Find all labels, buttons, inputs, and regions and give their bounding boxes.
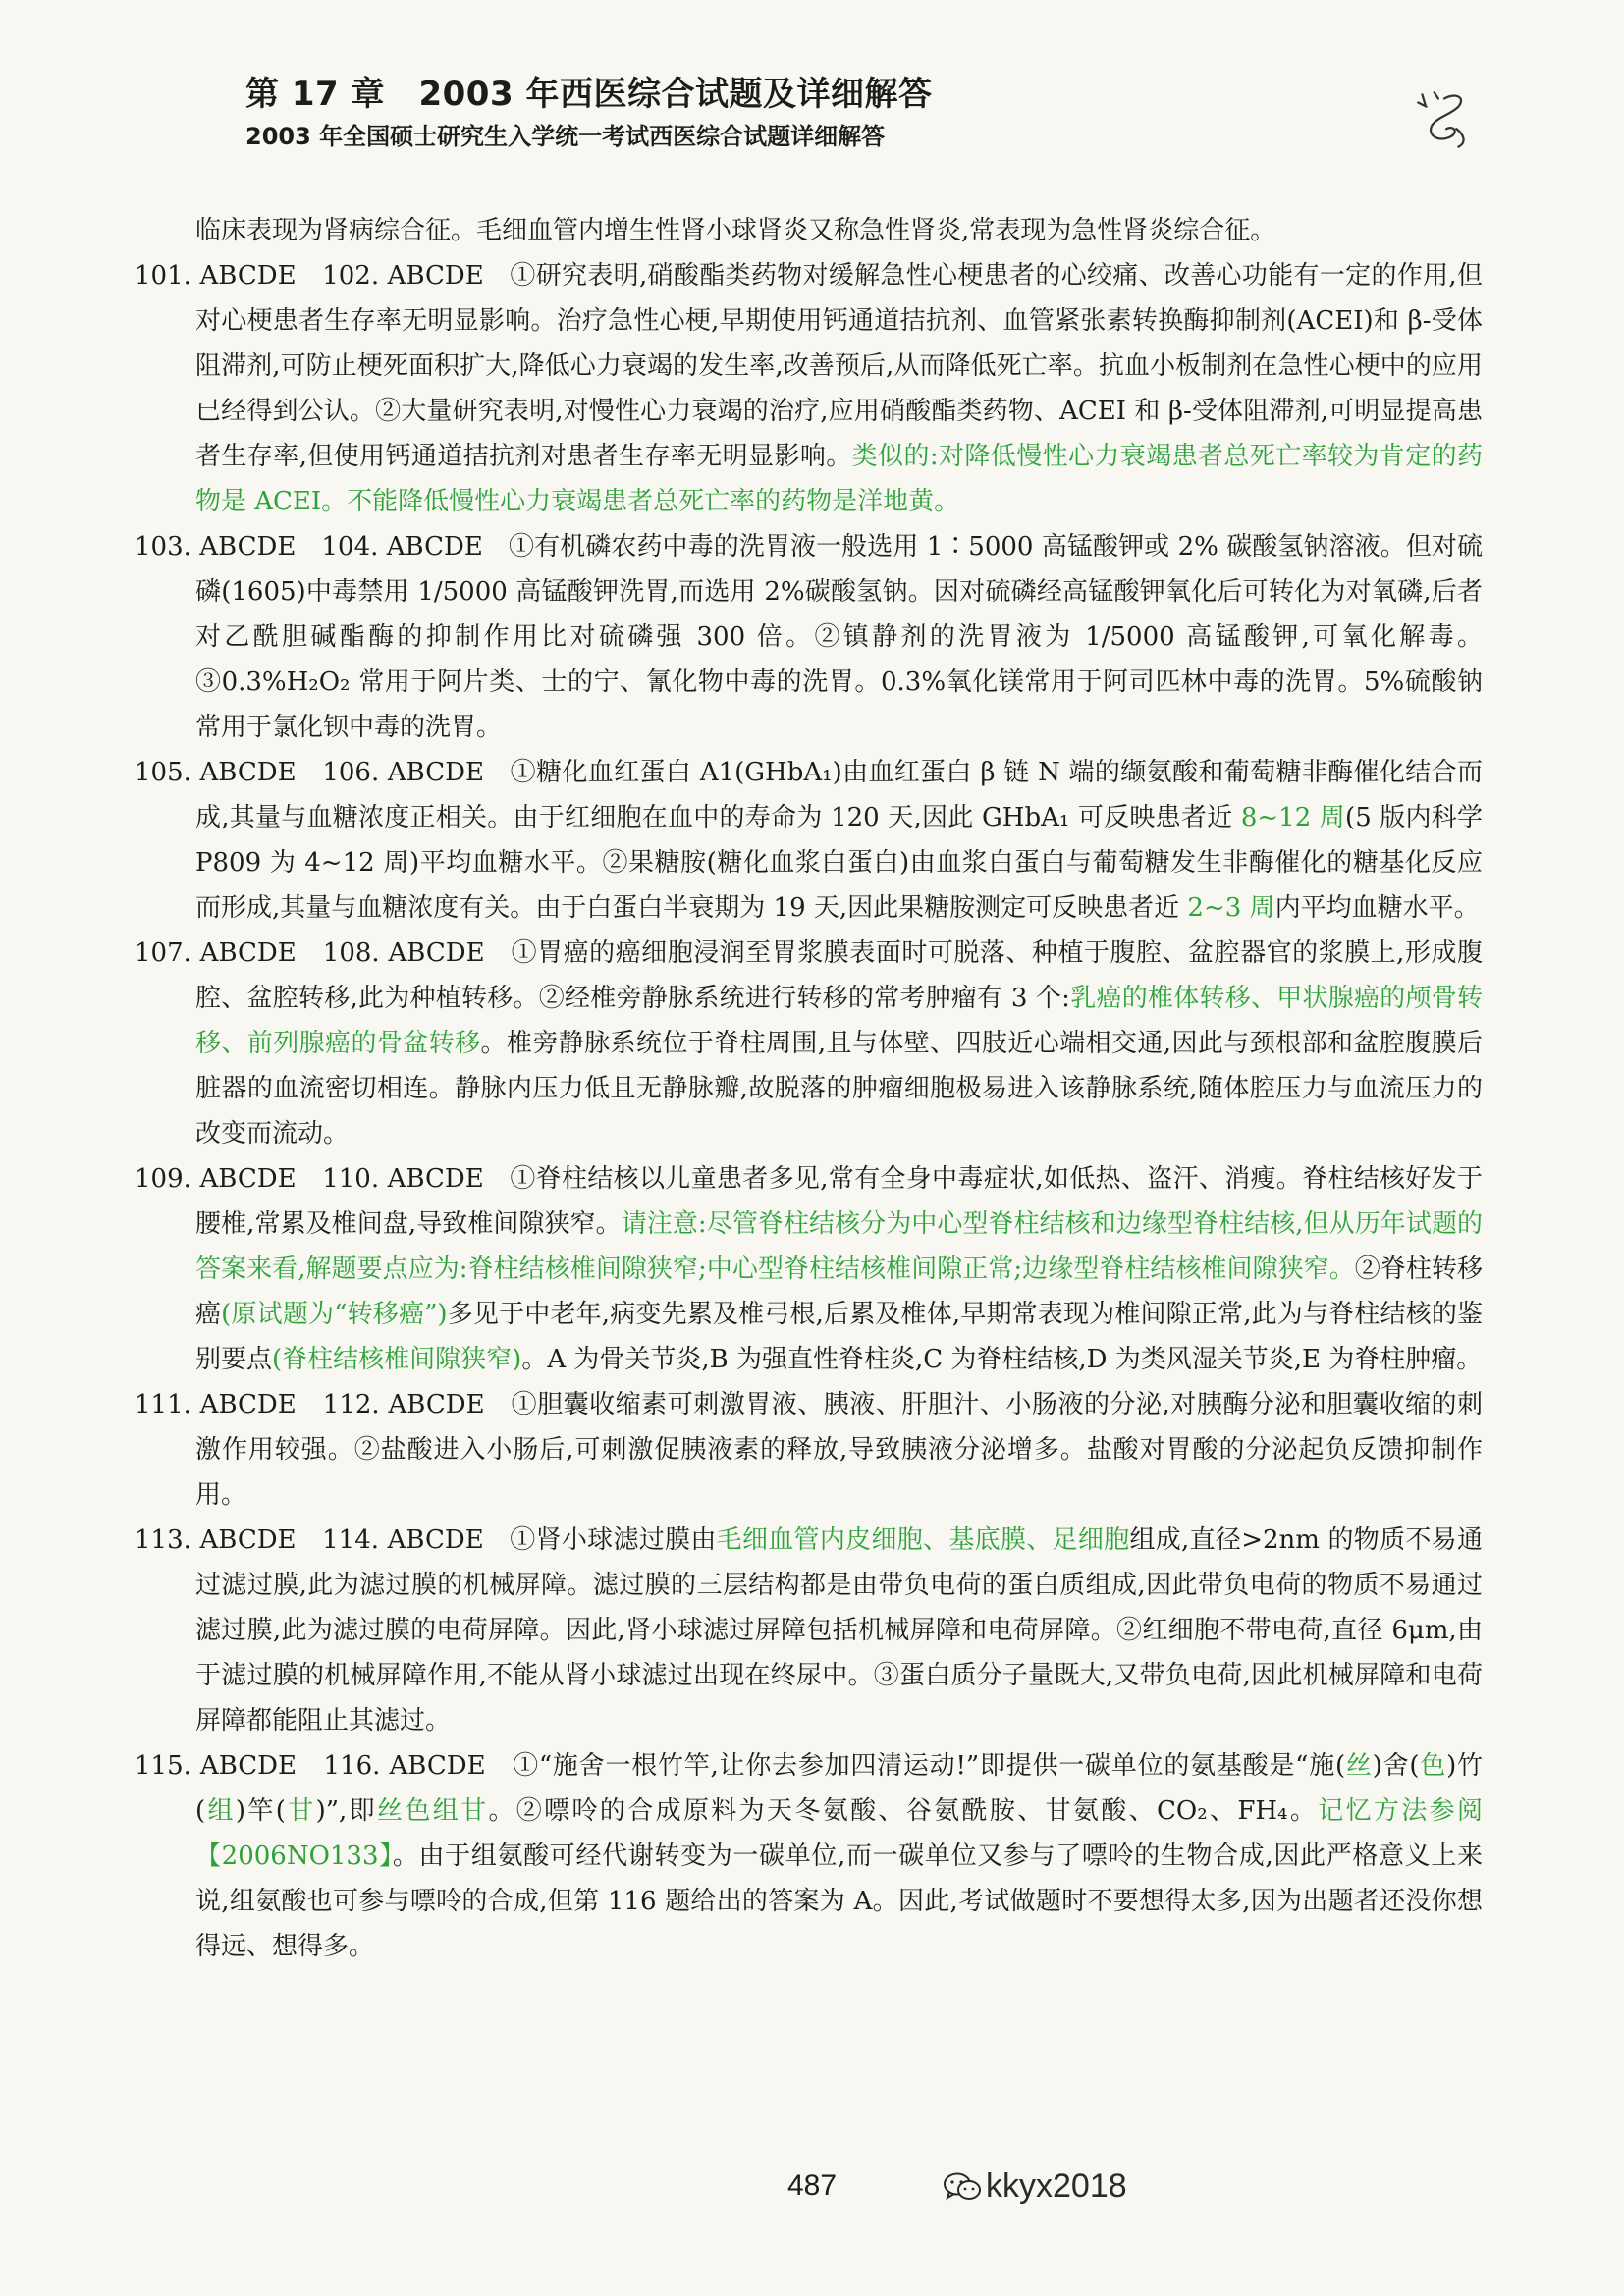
paragraph-text: 多见于中老年,病变先累及椎弓根,后累及椎体,早期常表现为椎间隙正常,此为与脊柱结核的鉴别要点 [195,1300,1483,1374]
paragraph-text: 113. ABCDE 114. ABCDE ①肾小球滤过膜由 [135,1525,717,1555]
watermark-text: kkyx2018 [986,2167,1127,2205]
section-subtitle: 2003 年全国硕士研究生入学统一考试西医综合试题详细解答 [245,123,886,150]
paragraph-text: 。A 为骨关节炎,B 为强直性脊柱炎,C 为脊柱结核,D 为类风湿关节炎,E 为脊柱肿瘤。 [521,1345,1483,1374]
highlighted-note: 记忆方法参阅【2006NO133】 [195,1796,1483,1871]
paragraph-text: 。由于组氨酸可经代谢转变为一碳单位,而一碳单位又参与了嘌呤的生物合成,因此严格意义上来说,组氨酸也可参与嘌呤的合成,但第 116 题给出的答案为 A。因此,考试做题时不要想得太多,因为出题者还没你想得远、想得多。 [195,1842,1483,1961]
highlighted-note: 乳癌的椎体转移、甲状腺癌的颅骨转移、前列腺癌的骨盆转移 [195,984,1483,1058]
paragraph-text: 。椎旁静脉系统位于脊柱周围,且与体壁、四肢近心端相交通,因此与颈根部和盆腔腹膜后脏器的血流密切相连。静脉内压力低且无静脉瓣,故脱落的肿瘤细胞极易进入该静脉系统,随体腔压力与血流压力的改变而流动。 [195,1029,1483,1148]
paragraph-text: ②脊柱转移癌 [195,1255,1483,1329]
answer-paragraph [135,1518,1483,1743]
paragraph-text: 107. ABCDE 108. ABCDE ①胃癌的癌细胞浸润至胃浆膜表面时可脱落、种植于腹腔、盆腔器官的浆膜上,形成腹腔、盆腔转移,此为种植转移。②经椎旁静脉系统进行转移的常考肿瘤有 3 个: [135,938,1483,1013]
chapter-title: 第 17 章 2003 年西医综合试题及详细解答 [245,75,933,114]
highlighted-note: (原试题为“转移癌”) [221,1300,448,1329]
highlighted-note: 8~12 周 [1240,803,1346,832]
highlighted-note: 甘 [285,1796,316,1826]
paragraph-text: 115. ABCDE 116. ABCDE ①“施舍一根竹竿,让你去参加四清运动!”即提供一碳单位的氨基酸是“施( [135,1751,1346,1781]
highlighted-note: 丝色组甘 [377,1796,489,1826]
answer-paragraph [135,931,1483,1156]
highlighted-note: 丝 [1345,1751,1373,1781]
continued-paragraph [135,208,1483,253]
highlighted-note: 毛细血管内皮细胞、基底膜、足细胞 [716,1525,1130,1555]
highlighted-note: 2~3 周 [1187,893,1275,923]
highlighted-note: 组 [205,1796,236,1826]
paragraph-text: 内平均血糖水平。 [1274,893,1480,923]
answer-paragraph [135,750,1483,931]
highlighted-note: 请注意:尽管脊柱结核分为中心型脊柱结核和边缘型脊柱结核,但从历年试题的答案来看,解题要点应为:脊柱结核椎间隙狭窄;中心型脊柱结核椎间隙正常;边缘型脊柱结核椎间隙狭窄。 [195,1209,1484,1284]
paragraph-text: (5 版内科学 P809 为 4~12 周)平均血糖水平。②果糖胺(糖化血浆白蛋白)由血浆白蛋白与葡萄糖发生非酶催化的糖基化反应而形成,其量与血糖浓度有关。由于白蛋白半衰期为 19 天,因此果糖胺测定可反映患者近 [195,803,1484,923]
paragraph-text: 109. ABCDE 110. ABCDE ①脊柱结核以儿童患者多见,常有全身中毒症状,如低热、盗汗、消瘦。脊柱结核好发于腰椎,常累及椎间盘,导致椎间隙狭窄。 [135,1164,1483,1239]
answer-paragraph [135,1743,1483,1969]
paragraph-text: )竹( [195,1751,1483,1826]
handwritten-doodle-icon [1404,80,1485,161]
answer-paragraph [135,253,1483,524]
paragraph-text: 111. ABCDE 112. ABCDE ①胆囊收缩素可刺激胃液、胰液、肝胆汁、小肠液的分泌,对胰酶分泌和胆囊收缩的刺激作用较强。②盐酸进入小肠后,可刺激促胰液素的释放,导致胰液分泌增多。盐酸对胃酸的分泌起负反馈抑制作用。 [135,1390,1483,1510]
paragraph-text: )竿( [235,1796,286,1826]
answer-paragraph [135,1156,1483,1382]
paragraph-text: 103. ABCDE 104. ABCDE ①有机磷农药中毒的洗胃液一般选用 1∶5000 高锰酸钾或 2% 碳酸氢钠溶液。但对硫磷(1605)中毒禁用 1/5000 高锰酸钾洗胃,而选用 2%碳酸氢钠。因对硫磷经高锰酸钾氧化后可转化为对氧磷,后者对乙酰胆碱酯酶的抑制作用比对硫磷强 300 倍。②镇静剂的洗胃液为 1/5000 高锰酸钾,可氧化解毒。③0.3%H₂O₂ 常用于阿片类、士的宁、氰化物中毒的洗胃。0.3%氧化镁常用于阿司匹林中毒的洗胃。5%硫酸钠常用于氯化钡中毒的洗胃。 [135,532,1483,742]
paragraph-text: 101. ABCDE 102. ABCDE ①研究表明,硝酸酯类药物对缓解急性心梗患者的心绞痛、改善心功能有一定的作用,但对心梗患者生存率无明显影响。治疗急性心梗,早期使用钙通道拮抗剂、血管紧张素转换酶抑制剂(ACEI)和 β-受体阻滞剂,可防止梗死面积扩大,降低心力衰竭的发生率,改善预后,从而降低死亡率。抗血小板制剂在急性心梗中的应用已经得到公认。②大量研究表明,对慢性心力衰竭的治疗,应用硝酸酯类药物、ACEI 和 β-受体阻滞剂,可明显提高患者生存率,但使用钙通道拮抗剂对患者生存率无明显影响。 [135,261,1483,471]
watermark [943,2167,1127,2206]
paragraph-text: 组成,直径>2nm 的物质不易通过滤过膜,此为滤过膜的机械屏障。滤过膜的三层结构都是由带负电荷的蛋白质组成,因此带负电荷的物质不易通过滤过膜,此为滤过膜的电荷屏障。因此,肾小球滤过屏障包括机械屏障和电荷屏障。②红细胞不带电荷,直径 6μm,由于滤过膜的机械屏障作用,不能从肾小球滤过出现在终尿中。③蛋白质分子量既大,又带负电荷,因此机械屏障和电荷屏障都能阻止其滤过。 [195,1525,1483,1735]
paragraph-text: 。②嘌呤的合成原料为天冬氨酸、谷氨酰胺、甘氨酸、CO₂、FH₄。 [488,1796,1319,1826]
answer-paragraph [135,1382,1483,1518]
highlighted-note: (脊柱结核椎间隙狭窄) [272,1345,522,1374]
paragraph-text: 临床表现为肾病综合征。毛细血管内增生性肾小球肾炎又称急性肾炎,常表现为急性肾炎综合征。 [195,216,1276,245]
paragraph-text: )”,即 [315,1796,378,1826]
page-header [245,73,1502,153]
paragraph-text: 105. ABCDE 106. ABCDE ①糖化血红蛋白 A1(GHbA₁)由血红蛋白 β 链 N 端的缬氨酸和葡萄糖非酶催化结合而成,其量与血糖浓度正相关。由于红细胞在血中的寿命为 120 天,因此 GHbA₁ 可反映患者近 [135,758,1483,832]
paragraph-text: )舍( [1372,1751,1420,1781]
answer-paragraph [135,524,1483,750]
page-number: 487 [787,2169,838,2202]
wechat-icon [943,2171,982,2203]
answer-explanations [135,208,1483,1969]
highlighted-note: 类似的:对降低慢性心力衰竭患者总死亡率较为肯定的药物是 ACEI。不能降低慢性心力衰竭患者总死亡率的药物是洋地黄。 [195,442,1484,516]
highlighted-note: 色 [1419,1751,1447,1781]
